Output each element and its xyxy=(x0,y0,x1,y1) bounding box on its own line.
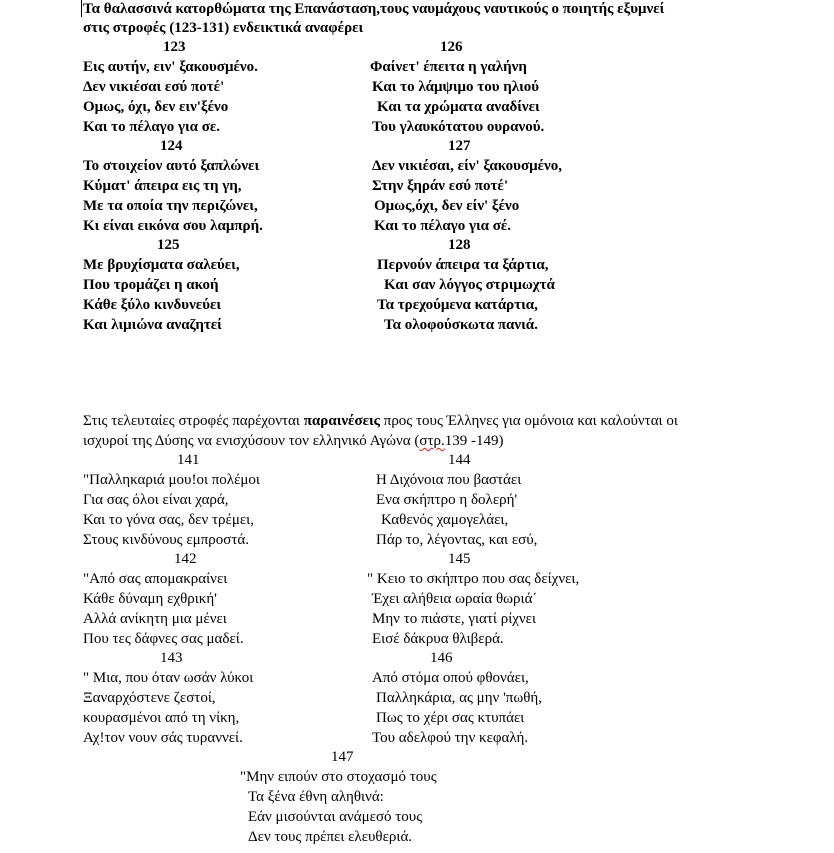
section2-intro-line: ισχυροί της Δύσης να ενισχύσουν τον ελληνικό Αγώνα (στρ.139 -149) xyxy=(83,433,504,449)
verse-line: Με τα οποία την περιζώνει, xyxy=(83,198,258,214)
verse-line: Η Διχόνοια που βαστάει xyxy=(376,472,522,488)
verse-line: Ομως,όχι, δεν είν' ξένο xyxy=(374,198,520,214)
section2-intro-line: Στις τελευταίες στροφές παρέχονται παραινέσεις προς τους Έλληνες για ομόνοια και καλούνται οι xyxy=(83,413,678,429)
verse-line: Δεν νικιέσαι, είν' ξακουσμένο, xyxy=(372,158,562,174)
section1-intro-line: στις στροφές (123-131) ενδεικτικά αναφέρει xyxy=(83,20,364,36)
verse-line: Ξαναρχόστενε ζεστοί, xyxy=(83,690,216,706)
verse-line: " Κειο το σκήπτρο που σας δείχνει, xyxy=(367,571,580,587)
verse-line: "Μην ειπούν στο στοχασμό τους xyxy=(240,769,437,785)
verse-line: Και το πέλαγο για σέ. xyxy=(374,218,512,234)
verse-line: Εάν μισούνται ανάμεσό τους xyxy=(248,809,423,825)
verse-line: Το στοιχείον αυτό ξαπλώνει xyxy=(83,158,260,174)
verse-line: Κάθε δύναμη εχθρική' xyxy=(83,591,217,607)
verse-line: Που τες δάφνες σας μαδεί. xyxy=(83,631,244,647)
verse-line: "Παλληκαριά μου!οι πολέμοι xyxy=(83,472,260,488)
stanza-number: 141 xyxy=(177,452,200,468)
stanza-number: 147 xyxy=(331,749,354,765)
stanza-number: 144 xyxy=(448,452,471,468)
verse-line: Τα τρεχούμενα κατάρτια, xyxy=(377,297,538,313)
verse-line: Δεν νικιέσαι εσύ ποτέ' xyxy=(83,79,225,95)
verse-line: Και σαν λόγγος στριμωχτά xyxy=(384,277,555,293)
verse-line: Δεν τους πρέπει ελευθεριά. xyxy=(248,829,413,845)
stanza-number: 125 xyxy=(157,237,180,253)
verse-line: Πάρ το, λέγοντας, και εσύ, xyxy=(376,532,538,548)
verse-line: Κύματ' άπειρα εις τη γη, xyxy=(83,178,242,194)
verse-line: Με βρυχίσματα σαλεύει, xyxy=(83,257,240,273)
verse-line: "Από σας απομακραίνει xyxy=(83,571,228,587)
verse-line: Του αδελφού την κεφαλή. xyxy=(372,730,529,746)
verse-line: Κάθε ξύλο κινδυνεύει xyxy=(83,297,222,313)
verse-line: Από στόμα οπού φθονάει, xyxy=(372,670,529,686)
verse-line: Τα ξένα έθνη αληθινά: xyxy=(248,789,384,805)
verse-line: Μην το πιάστε, γιατί ρίχνει xyxy=(372,611,537,627)
stanza-number: 142 xyxy=(174,551,197,567)
verse-line: Και λιμιώνα αναζητεί xyxy=(83,317,222,333)
verse-line: Εισέ δάκρυα θλιβερά. xyxy=(372,631,504,647)
verse-line: Και τα χρώματα αναδίνει xyxy=(377,99,540,115)
verse-line: " Μια, που όταν ωσάν λύκοι xyxy=(83,670,254,686)
verse-line: Για σας όλοι είναι χαρά, xyxy=(83,492,229,508)
stanza-number: 143 xyxy=(160,650,183,666)
section1-intro-line: Τα θαλασσινά κατορθώματα της Επανάσταση,τους ναυμάχους ναυτικούς ο ποιητής εξυμνεί xyxy=(83,1,665,17)
verse-line: Καθενός χαμογελάει, xyxy=(381,512,509,528)
stanza-number: 123 xyxy=(163,39,186,55)
verse-line: Και το λάμψιμο του ηλιού xyxy=(372,79,540,95)
stanza-number: 126 xyxy=(440,39,463,55)
verse-line: Κι είναι εικόνα σου λαμπρή. xyxy=(83,218,263,234)
verse-line: Περνούν άπειρα τα ξάρτια, xyxy=(377,257,549,273)
verse-line: Και το γόνα σας, δεν τρέμει, xyxy=(83,512,254,528)
verse-line: Στην ξηράν εσύ ποτέ' xyxy=(372,178,509,194)
verse-line: Εις αυτήν, ειν' ξακουσμένο. xyxy=(83,59,258,75)
verse-line: Φαίνετ' έπειτα η γαλήνη xyxy=(370,59,527,75)
verse-line: Έχει αλήθεια ωραία θωριά΄ xyxy=(372,591,538,607)
stanza-number: 145 xyxy=(448,551,471,567)
verse-line: Που τρομάζει η ακοή xyxy=(83,277,219,293)
verse-line: Πως το χέρι σας κτυπάει xyxy=(376,710,525,726)
text-cursor xyxy=(81,0,82,17)
verse-line: Τα ολοφούσκωτα πανιά. xyxy=(384,317,538,333)
stanza-number: 127 xyxy=(448,138,471,154)
stanza-number: 146 xyxy=(430,650,453,666)
verse-line: Αλλά ανίκητη μια μένει xyxy=(83,611,227,627)
stanza-number: 124 xyxy=(160,138,183,154)
verse-line: κουρασμένοι από τη νίκη, xyxy=(83,710,240,726)
verse-line: Και το πέλαγο για σε. xyxy=(83,119,221,135)
stanza-number: 128 xyxy=(448,237,471,253)
verse-line: Ενα σκήπτρο η δολερή' xyxy=(376,492,518,508)
verse-line: Ομως, όχι, δεν ειν'ξένο xyxy=(83,99,229,115)
verse-line: Του γλαυκότατου ουρανού. xyxy=(372,119,545,135)
verse-line: Παλληκάρια, ας μην 'πωθή, xyxy=(376,690,543,706)
verse-line: Αχ!τον νουν σάς τυραννεί. xyxy=(83,730,243,746)
verse-line: Στους κινδύνους εμπροστά. xyxy=(83,532,249,548)
